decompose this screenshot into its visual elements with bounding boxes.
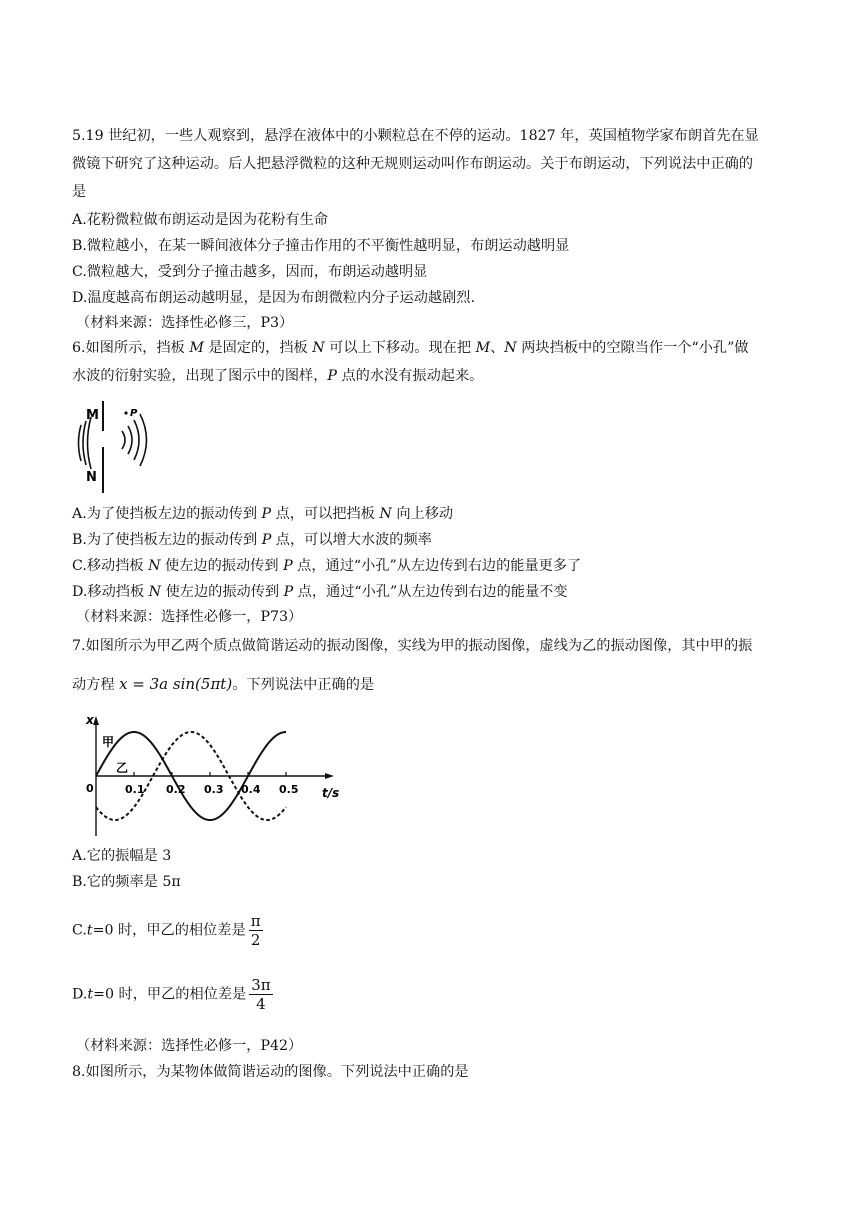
q6-source: （材料来源：选择性必修一，P73） [76,609,303,625]
diffracted-wave-3 [134,420,139,460]
tick-label-0.5: 0.5 [279,783,299,796]
tick-label-0.1: 0.1 [125,783,145,796]
fraction-3pi-over-4: $\frac{3\pi}{4}$ [251,976,271,1013]
diffraction-figure [72,395,172,497]
series-jia-label: 甲 [102,735,115,749]
q5-stem-line-1: 5.19 世纪初，一些人观察到，悬浮在液体中的小颗粒总在不停的运动。1827 年，英国植物学家布朗首先在显 [72,128,759,144]
label-p: P [130,408,138,419]
series-yi-label: 乙 [116,761,129,775]
q5-option-b: B.微粒越小，在某一瞬间液体分子撞击作用的不平衡性越明显，布朗运动越明显 [72,238,570,254]
incident-wave-1 [79,425,82,461]
x-axis-arrow [325,773,334,779]
q7-source: （材料来源：选择性必修一，P42） [76,1038,303,1054]
q5-option-a: A.花粉微粒做布朗运动是因为花粉有生命 [72,212,328,228]
q6-option-a: A.为了使挡板左边的振动传到 P 点，可以把挡板 N 向上移动 [72,506,454,522]
incident-wave-3 [88,417,92,469]
q7-stem-line-2: 动方程 x = 3a sin(5πt)。下列说法中正确的是 [72,675,375,693]
q5-stem-line-3: 是 [72,184,87,200]
diffracted-wave-1 [122,431,125,449]
q8-stem: 8.如图所示，为某物体做简谐运动的图像。下列说法中正确的是 [72,1064,469,1080]
q7-option-b: B.它的频率是 5π [72,874,181,890]
y-axis-arrow [93,716,99,725]
q5-source: （材料来源：选择性必修三，P3） [76,315,294,331]
y-axis-label: x [86,713,94,727]
q7-equation: x = 3a sin(5πt) [119,675,233,693]
tick-label-0.2: 0.2 [166,783,186,796]
q6-stem-line-1: 6.如图所示，挡板 M 是固定的，挡板 N 可以上下移动。现在把 M、N 两块挡板中的空隙当作一个“小孔”做 [72,340,749,356]
label-m: M [86,408,99,423]
q7-option-d: D.t=0 时，甲乙的相位差是 $\frac{3\pi}{4}$ [72,976,271,1013]
q5-stem-line-2: 微镜下研究了这种运动。后人把悬浮微粒的这种无规则运动叫作布朗运动。关于布朗运动，下列说法中正确的 [72,156,754,172]
x-axis-label: t/s [322,786,340,800]
origin-label: 0 [86,782,94,795]
q5-option-d: D.温度越高布朗运动越明显，是因为布朗微粒内分子运动越剧烈. [72,290,475,306]
oscillation-graph [80,712,350,842]
label-n: N [86,470,97,485]
point-p-dot [124,411,127,414]
incident-wave-2 [83,421,86,465]
q7-option-c: C.t=0 时，甲乙的相位差是 $\frac{\pi}{2}$ [72,912,261,949]
diffracted-wave-2 [128,426,132,454]
q5-option-c: C.微粒越大，受到分子撞击越多，因而，布朗运动越明显 [72,264,428,280]
q7-stem-line-1: 7.如图所示为甲乙两个质点做简谐运动的振动图像，实线为甲的振动图像，虚线为乙的振动图像，其中甲的振 [72,638,753,654]
tick-label-0.3: 0.3 [204,783,224,796]
q6-stem-line-2: 水波的衍射实验，出现了图示中的图样，P 点的水没有振动起来。 [72,368,484,384]
fraction-pi-over-2: $\frac{\pi}{2}$ [250,912,261,949]
q6-option-c: C.移动挡板 N 使左边的振动传到 P 点，通过“小孔”从左边传到右边的能量更多了 [72,558,582,574]
q6-option-b: B.为了使挡板左边的振动传到 P 点，可以增大水波的频率 [72,532,432,548]
q6-option-d: D.移动挡板 N 使左边的振动传到 P 点，通过“小孔”从左边传到右边的能量不变 [72,584,568,600]
q7-option-a: A.它的振幅是 3 [72,848,172,864]
diffracted-wave-4 [140,414,147,466]
tick-label-0.4: 0.4 [241,783,261,796]
